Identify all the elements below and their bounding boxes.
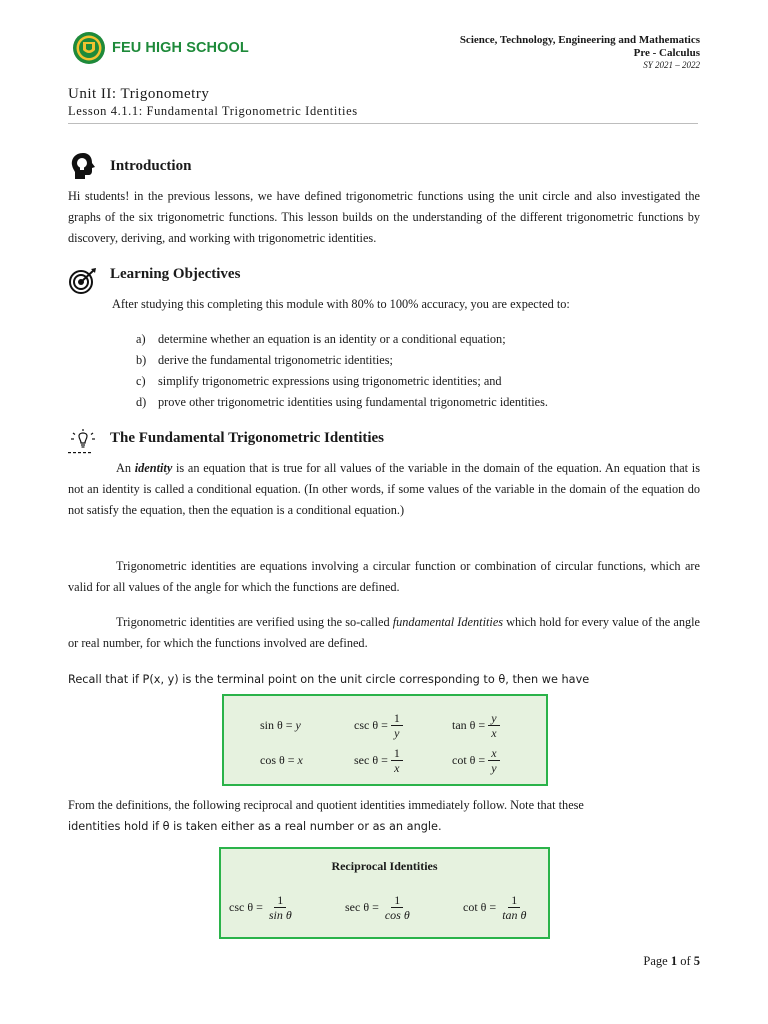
objectives-list xyxy=(136,329,700,413)
reciprocal-identities-box xyxy=(219,847,550,939)
objectives-lead: After studying this completing this module with 80% to 100% accuracy, you are expected to: xyxy=(112,297,570,311)
header-info xyxy=(460,34,700,70)
follow-sentence: From the definitions, the following reciprocal and quotient identities immediately follow. Note that these xyxy=(68,798,584,812)
school-year: SY 2021 – 2022 xyxy=(643,60,700,70)
introduction-body: Hi students! in the previous lessons, we have defined trigonometric functions using the unit circle and also investigated the graphs of the six trigonometric functions. This lesson builds on the understanding of the different trigonometric functions by discovery, deriving, and working with trigonometric identities. xyxy=(68,189,700,245)
introduction-title: Introduction xyxy=(110,158,192,174)
csc-definition: csc θ = $\frac{1}{y}$ xyxy=(354,710,403,740)
fundamentals-title: The Fundamental Trigonometric Identities xyxy=(110,430,385,446)
sin-definition: sin θ = y xyxy=(260,717,301,732)
cot-definition: cot θ = $\frac{x}{y}$ xyxy=(452,745,500,775)
tan-definition: tan θ = $\frac{y}{x}$ xyxy=(452,710,500,740)
unit-title: Unit II: Trigonometry xyxy=(68,86,210,102)
identity-definition: An identity is an equation that is true for all values of the variable in the domain of the equation. An equation that is not an identity is called a conditional equation. (In other words, if some values of the variable in the domain of the equation do not satisfy the equation, then the equation is a conditional equation.) xyxy=(68,461,700,517)
trig-identity-definition: Trigonometric identities are equations involving a circular function or combination of circular functions, which are valid for all values of the angle for which the functions are defined. xyxy=(68,559,700,594)
sec-reciprocal: sec θ = $\frac{1}{\text{cos θ}}$ xyxy=(345,892,410,922)
objectives-title: Learning Objectives xyxy=(110,266,241,282)
follow-sentence-continued: identities hold if θ is taken either as a real number or as an angle. xyxy=(68,820,442,833)
list-item: c) simplify trigonometric expressions using trigonometric identities; and xyxy=(136,374,502,388)
cos-definition: cos θ = x xyxy=(260,752,303,767)
head-lightbulb-icon xyxy=(68,151,98,181)
school-seal-icon xyxy=(72,31,106,65)
target-icon xyxy=(68,266,98,296)
lightbulb-icon xyxy=(68,428,98,456)
list-item: a) determine whether an equation is an identity or a conditional equation; xyxy=(136,332,506,346)
list-item: b) derive the fundamental trigonometric identities; xyxy=(136,353,393,367)
school-logo xyxy=(72,30,262,66)
sec-definition: sec θ = $\frac{1}{x}$ xyxy=(354,745,403,775)
reciprocal-identities-title: Reciprocal Identities xyxy=(331,859,438,873)
strand-name: Science, Technology, Engineering and Mathematics xyxy=(459,34,700,46)
recall-sentence: Recall that if P(x, y) is the terminal point on the unit circle corresponding to θ, then we have xyxy=(68,673,590,686)
list-item: d) prove other trigonometric identities using fundamental trigonometric identities. xyxy=(136,395,548,409)
definitions-box xyxy=(222,694,548,786)
csc-reciprocal: csc θ = $\frac{1}{\text{sin θ}}$ xyxy=(229,892,292,922)
subject-name: Pre - Calculus xyxy=(633,47,700,59)
school-name: FEU HIGH SCHOOL xyxy=(112,40,249,56)
lesson-title: Lesson 4.1.1: Fundamental Trigonometric Identities xyxy=(68,104,358,118)
cot-reciprocal: cot θ = $\frac{1}{\text{tan θ}}$ xyxy=(463,892,527,922)
fundamental-identities-paragraph: Trigonometric identities are verified using the so-called fundamental Identities which hold for every value of the angle or real number, for which the functions involved are defined. xyxy=(68,615,700,650)
page-number: Page 1 of 5 xyxy=(643,954,700,968)
header-divider xyxy=(68,123,698,124)
